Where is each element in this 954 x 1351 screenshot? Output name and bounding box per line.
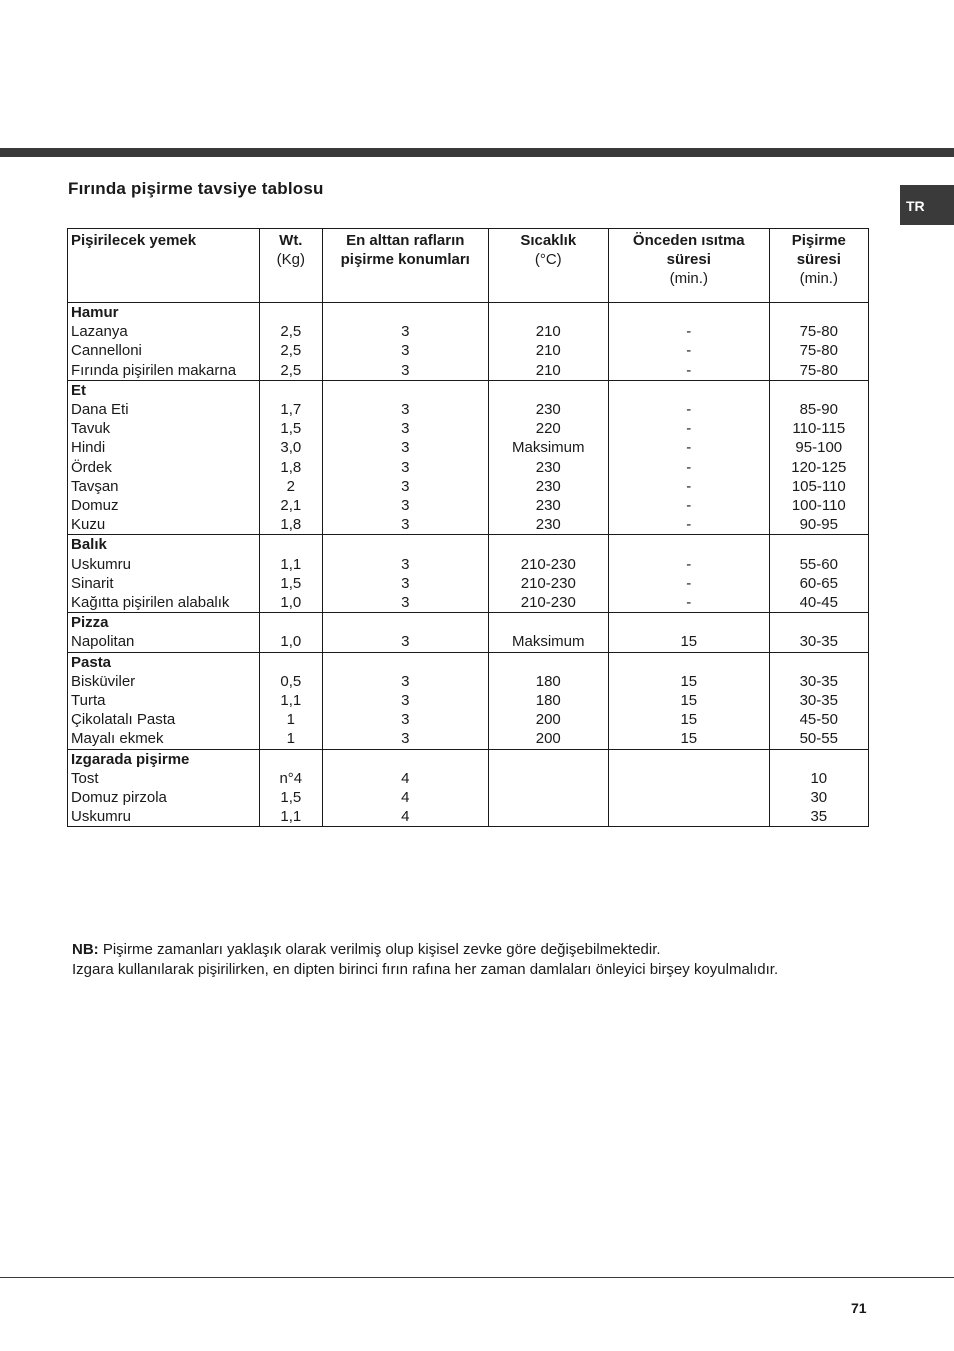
cell-preheat — [608, 380, 769, 535]
cell-shelf — [322, 652, 488, 749]
value-weight: 2 — [286, 477, 295, 495]
value-preheat: - — [686, 594, 692, 612]
group-spacer — [609, 613, 769, 632]
cell-cooking-time — [769, 749, 868, 827]
value-temperature: 210-230 — [520, 594, 576, 612]
group-spacer — [770, 750, 868, 769]
value-preheat: - — [686, 477, 692, 495]
value-cooking-time: 10 — [810, 769, 828, 787]
group-spacer — [770, 613, 868, 632]
value-shelf: 3 — [401, 439, 410, 457]
cell-temperature — [488, 613, 608, 652]
value-cooking-time: 55-60 — [799, 555, 838, 573]
header-temperature-unit: (°C) — [534, 251, 562, 269]
cell-food — [68, 749, 260, 827]
value-preheat — [609, 807, 769, 826]
value-preheat: 15 — [680, 711, 698, 729]
value-cooking-time: 105-110 — [791, 477, 846, 495]
value-cooking-time: 45-50 — [799, 711, 838, 729]
value-temperature — [489, 807, 608, 826]
nb-label: NB: — [72, 941, 99, 958]
cell-weight — [259, 652, 322, 749]
group-spacer — [260, 303, 322, 322]
group-spacer — [489, 750, 608, 769]
value-food: Cannelloni — [71, 342, 142, 360]
value-cooking-time: 30-35 — [799, 672, 838, 690]
cell-food — [68, 613, 260, 652]
value-cooking-time: 100-110 — [791, 497, 846, 515]
value-temperature: 230 — [535, 458, 561, 476]
group-spacer — [609, 303, 769, 322]
value-weight: 1,5 — [280, 420, 302, 438]
group-spacer — [323, 303, 488, 322]
value-temperature: 230 — [535, 477, 561, 495]
value-temperature: 210-230 — [520, 574, 576, 592]
page-title: Fırında pişirme tavsiye tablosu — [68, 179, 324, 198]
cell-food — [68, 652, 260, 749]
cell-shelf — [322, 303, 488, 381]
cell-cooking-time — [769, 303, 868, 381]
value-cooking-time: 75-80 — [799, 361, 838, 379]
cell-shelf — [322, 749, 488, 827]
header-temperature — [488, 229, 608, 303]
header-temperature-label: Sıcaklık — [520, 232, 577, 249]
table-group-row — [68, 380, 869, 535]
value-preheat: 15 — [680, 633, 698, 651]
value-temperature — [489, 769, 608, 788]
value-preheat: - — [686, 516, 692, 534]
cell-temperature — [488, 303, 608, 381]
top-rule — [0, 148, 954, 157]
value-shelf: 3 — [401, 672, 410, 690]
notes — [72, 940, 778, 980]
value-weight: 1,1 — [280, 692, 302, 710]
value-cooking-time: 35 — [810, 808, 828, 826]
group-name: Pasta — [71, 653, 112, 671]
value-temperature: 180 — [535, 692, 561, 710]
value-preheat: - — [686, 420, 692, 438]
value-temperature: 230 — [535, 516, 561, 534]
value-shelf: 3 — [401, 497, 410, 515]
value-food: Kuzu — [71, 516, 106, 534]
group-spacer — [489, 653, 608, 672]
cell-food — [68, 535, 260, 613]
value-temperature — [489, 788, 608, 807]
value-preheat: 15 — [680, 730, 698, 748]
value-preheat — [609, 769, 769, 788]
group-spacer — [609, 750, 769, 769]
group-name: Pizza — [71, 614, 109, 632]
header-shelf-line2: pişirme konumları — [340, 251, 470, 269]
value-weight: 1,8 — [280, 458, 302, 476]
cell-temperature — [488, 380, 608, 535]
value-shelf: 3 — [401, 323, 410, 341]
value-temperature: Maksimum — [512, 439, 585, 457]
cell-weight — [259, 380, 322, 535]
group-spacer — [260, 750, 322, 769]
value-cooking-time: 30-35 — [799, 692, 838, 710]
group-name: Hamur — [71, 304, 119, 321]
group-spacer — [770, 381, 868, 400]
value-shelf: 3 — [401, 342, 410, 360]
value-food: Napolitan — [71, 633, 135, 651]
cell-weight — [259, 535, 322, 613]
header-preheat-unit: (min.) — [669, 270, 708, 288]
group-spacer — [260, 653, 322, 672]
value-weight: 3,0 — [280, 439, 302, 457]
value-preheat: 15 — [680, 692, 698, 710]
table-group-row — [68, 535, 869, 613]
value-food: Sinarit — [71, 574, 114, 592]
value-food: Kağıtta pişirilen alabalık — [71, 594, 230, 612]
value-cooking-time: 30-35 — [799, 633, 838, 651]
header-preheat-line1: Önceden ısıtma — [632, 232, 745, 249]
value-weight: 1,0 — [280, 594, 302, 612]
header-cooking-time-line1: Pişirme — [791, 232, 846, 249]
cell-cooking-time — [769, 652, 868, 749]
value-food: Ördek — [71, 458, 112, 476]
value-shelf: 3 — [401, 401, 410, 419]
cell-preheat — [608, 749, 769, 827]
cell-preheat — [608, 535, 769, 613]
cell-shelf — [322, 535, 488, 613]
group-spacer — [770, 303, 868, 322]
value-cooking-time: 75-80 — [799, 323, 838, 341]
group-spacer — [770, 535, 868, 554]
cell-cooking-time — [769, 535, 868, 613]
header-shelf-line1: En alttan rafların — [346, 232, 465, 249]
table-group-row — [68, 613, 869, 652]
group-spacer — [323, 613, 488, 632]
group-spacer — [489, 535, 608, 554]
value-food: Uskumru — [71, 555, 132, 573]
cell-temperature — [488, 535, 608, 613]
value-shelf: 3 — [401, 692, 410, 710]
value-temperature: 210 — [535, 323, 561, 341]
table-group-row — [68, 749, 869, 827]
value-preheat: - — [686, 323, 692, 341]
cell-preheat — [608, 652, 769, 749]
value-shelf: 3 — [401, 633, 410, 651]
cell-weight — [259, 303, 322, 381]
group-spacer — [489, 303, 608, 322]
note-line-1 — [72, 940, 778, 960]
value-weight: 1 — [286, 730, 295, 748]
group-spacer — [770, 653, 868, 672]
language-tab: TR — [900, 185, 954, 225]
value-preheat: 15 — [680, 672, 698, 690]
group-spacer — [609, 535, 769, 554]
value-food: Domuz — [71, 497, 119, 515]
cell-shelf — [322, 613, 488, 652]
cell-preheat — [608, 303, 769, 381]
cell-food — [68, 303, 260, 381]
header-weight-label: Wt. — [279, 232, 303, 249]
value-food: Uskumru — [71, 808, 132, 826]
cell-shelf — [322, 380, 488, 535]
value-temperature: 200 — [535, 730, 561, 748]
value-weight: n°4 — [279, 769, 303, 787]
group-name: Izgarada pişirme — [71, 750, 190, 768]
value-preheat: - — [686, 439, 692, 457]
group-spacer — [489, 613, 608, 632]
value-cooking-time: 85-90 — [799, 401, 838, 419]
cell-temperature — [488, 749, 608, 827]
value-shelf: 3 — [401, 361, 410, 379]
value-weight: 0,5 — [280, 672, 302, 690]
header-cooking-time — [769, 229, 868, 303]
group-spacer — [609, 381, 769, 400]
value-cooking-time: 95-100 — [795, 439, 843, 457]
cell-food — [68, 380, 260, 535]
group-name: Balık — [71, 536, 107, 554]
value-weight: 2,1 — [280, 497, 302, 515]
cooking-table — [67, 228, 869, 827]
value-temperature: 200 — [535, 711, 561, 729]
group-spacer — [260, 381, 322, 400]
value-temperature: 230 — [535, 401, 561, 419]
value-cooking-time: 50-55 — [799, 730, 838, 748]
value-weight: 2,5 — [280, 323, 302, 341]
value-shelf: 4 — [401, 769, 410, 787]
cell-weight — [259, 613, 322, 652]
table-group-row — [68, 652, 869, 749]
value-food: Mayalı ekmek — [71, 730, 164, 748]
value-weight: 1,8 — [280, 516, 302, 534]
cell-preheat — [608, 613, 769, 652]
value-cooking-time: 60-65 — [799, 574, 838, 592]
group-spacer — [260, 613, 322, 632]
value-food: Lazanya — [71, 323, 128, 341]
value-food: Tavuk — [71, 420, 111, 438]
table-header-row — [68, 229, 869, 303]
value-weight: 2,5 — [280, 361, 302, 379]
value-temperature: 230 — [535, 497, 561, 515]
value-shelf: 4 — [401, 808, 410, 826]
value-preheat: - — [686, 497, 692, 515]
value-temperature: 210-230 — [520, 555, 576, 573]
value-cooking-time: 120-125 — [791, 458, 847, 476]
header-cooking-time-line2: süresi — [796, 251, 841, 269]
value-preheat: - — [686, 342, 692, 360]
header-food-label: Pişirilecek yemek — [71, 232, 197, 249]
group-spacer — [323, 381, 488, 400]
value-shelf: 3 — [401, 477, 410, 495]
value-cooking-time: 30 — [810, 789, 828, 807]
value-preheat: - — [686, 574, 692, 592]
note-line-2: Izgara kullanılarak pişirilirken, en dipten birinci fırın rafına her zaman damlaları önleyici birşey koyulmalıdır. — [72, 961, 779, 978]
value-cooking-time: 40-45 — [799, 594, 838, 612]
bottom-rule — [0, 1277, 954, 1278]
header-weight — [259, 229, 322, 303]
header-preheat-line2: süresi — [666, 251, 711, 269]
value-preheat: - — [686, 458, 692, 476]
value-weight: 1,7 — [280, 401, 302, 419]
value-temperature: 210 — [535, 342, 561, 360]
group-spacer — [260, 535, 322, 554]
value-shelf: 3 — [401, 516, 410, 534]
value-shelf: 3 — [401, 574, 410, 592]
header-food — [68, 229, 260, 303]
value-preheat: - — [686, 555, 692, 573]
page-number: 71 — [851, 1300, 867, 1316]
header-weight-unit: (Kg) — [276, 251, 305, 269]
value-shelf: 3 — [401, 594, 410, 612]
value-food: Tost — [71, 769, 99, 787]
value-food: Çikolatalı Pasta — [71, 711, 176, 729]
value-shelf: 3 — [401, 420, 410, 438]
group-spacer — [489, 381, 608, 400]
value-shelf: 3 — [401, 730, 410, 748]
cell-temperature — [488, 652, 608, 749]
value-food: Tavşan — [71, 477, 119, 495]
value-cooking-time: 75-80 — [799, 342, 838, 360]
value-shelf: 3 — [401, 555, 410, 573]
value-food: Turta — [71, 692, 106, 710]
value-temperature: 220 — [535, 420, 561, 438]
header-preheat — [608, 229, 769, 303]
value-food: Dana Eti — [71, 401, 129, 419]
group-name: Et — [71, 381, 86, 399]
value-food: Domuz pirzola — [71, 789, 167, 807]
cell-cooking-time — [769, 380, 868, 535]
cell-weight — [259, 749, 322, 827]
value-cooking-time: 110-115 — [792, 420, 846, 438]
value-food: Hindi — [71, 439, 106, 457]
value-food: Fırında pişirilen makarna — [71, 361, 237, 379]
cell-cooking-time — [769, 613, 868, 652]
value-weight: 1,1 — [280, 808, 302, 826]
header-shelf — [322, 229, 488, 303]
group-spacer — [323, 535, 488, 554]
value-weight: 2,5 — [280, 342, 302, 360]
value-preheat — [609, 788, 769, 807]
value-shelf: 3 — [401, 711, 410, 729]
value-shelf: 3 — [401, 458, 410, 476]
group-spacer — [323, 653, 488, 672]
group-spacer — [609, 653, 769, 672]
value-temperature: 210 — [535, 361, 561, 379]
value-shelf: 4 — [401, 789, 410, 807]
value-temperature: 180 — [535, 672, 561, 690]
value-weight: 1,5 — [280, 789, 302, 807]
value-weight: 1,1 — [280, 555, 302, 573]
value-preheat: - — [686, 361, 692, 379]
value-weight: 1,0 — [280, 633, 302, 651]
value-preheat: - — [686, 401, 692, 419]
value-cooking-time: 90-95 — [799, 516, 838, 534]
group-spacer — [323, 750, 488, 769]
header-cooking-time-unit: (min.) — [799, 270, 838, 288]
note-text-1: Pişirme zamanları yaklaşık olarak verilmiş olup kişisel zevke göre değişebilmektedir. — [98, 941, 661, 958]
table-group-row — [68, 303, 869, 381]
value-food: Bisküviler — [71, 672, 136, 690]
value-temperature: Maksimum — [512, 633, 585, 651]
value-weight: 1,5 — [280, 574, 302, 592]
value-weight: 1 — [286, 711, 295, 729]
